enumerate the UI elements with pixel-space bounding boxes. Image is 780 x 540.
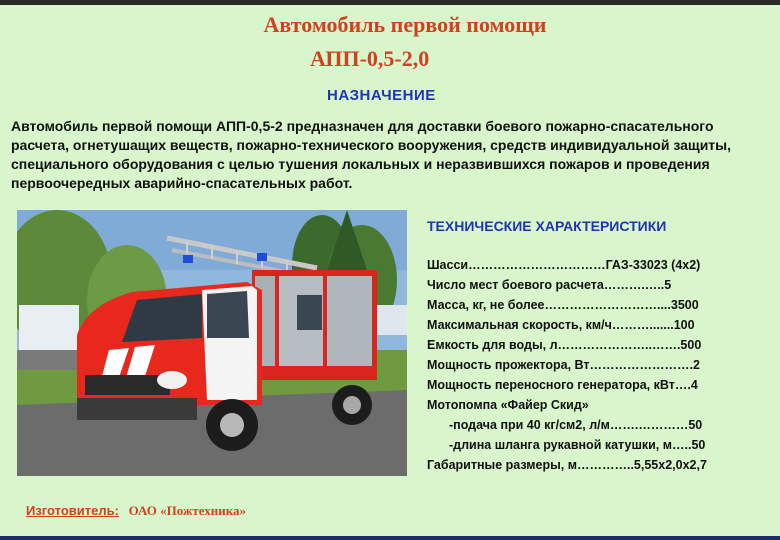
manufacturer-label: Изготовитель: bbox=[26, 503, 119, 518]
manufacturer-name: ОАО «Пожтехника» bbox=[128, 503, 247, 518]
bottom-border bbox=[0, 536, 780, 540]
spec-subitem: -длина шланга рукавной катушки, м…..50 bbox=[449, 438, 706, 452]
tech-specs-heading: ТЕХНИЧЕСКИЕ ХАРАКТЕРИСТИКИ bbox=[427, 218, 667, 234]
page-title: Автомобиль первой помощи bbox=[263, 12, 547, 37]
purpose-heading: НАЗНАЧЕНИЕ bbox=[327, 87, 436, 104]
spec-subitem: -подача при 40 кг/см2, л/м…….…………50 bbox=[449, 418, 703, 432]
spec-item: Емкость для воды, л…………………..…….500 bbox=[427, 338, 702, 352]
page-subtitle-model: АПП-0,5-2,0 bbox=[310, 46, 430, 71]
spec-item: Число мест боевого расчета……….…..5 bbox=[427, 278, 672, 292]
spec-item: Мощность переносного генератора, кВт….4 bbox=[427, 378, 698, 392]
spec-item: Мощность прожектора, Вт…………………….2 bbox=[427, 358, 700, 372]
fire-truck-image bbox=[17, 210, 407, 476]
spec-item: Мотопомпа «Файер Скид» bbox=[427, 398, 589, 412]
spec-item: Габаритные размеры, м…………..5,55х2,0х2,7 bbox=[427, 458, 707, 472]
fire-truck-photo bbox=[17, 210, 407, 476]
spec-item: Максимальная скорость, км/ч……….......100 bbox=[427, 318, 695, 332]
purpose-text: Автомобиль первой помощи АПП-0,5-2 предназначен для доставки боевого пожарно-спасательного расчета, огнетушащих веществ, пожарно-технического вооружения, средств индивидуальной защиты, специального оборудования с целью тушения локальных и неразвившихся пожаров и проведения первоочередных аварийно-спасательных работ. bbox=[11, 118, 732, 191]
tech-specs-list bbox=[427, 255, 707, 475]
spec-item: Масса, кг, не более………………………....3500 bbox=[427, 298, 699, 312]
top-border bbox=[0, 0, 780, 5]
manufacturer bbox=[26, 503, 246, 519]
spec-item: Шасси……………………………ГАЗ-33023 (4х2) bbox=[427, 258, 701, 272]
